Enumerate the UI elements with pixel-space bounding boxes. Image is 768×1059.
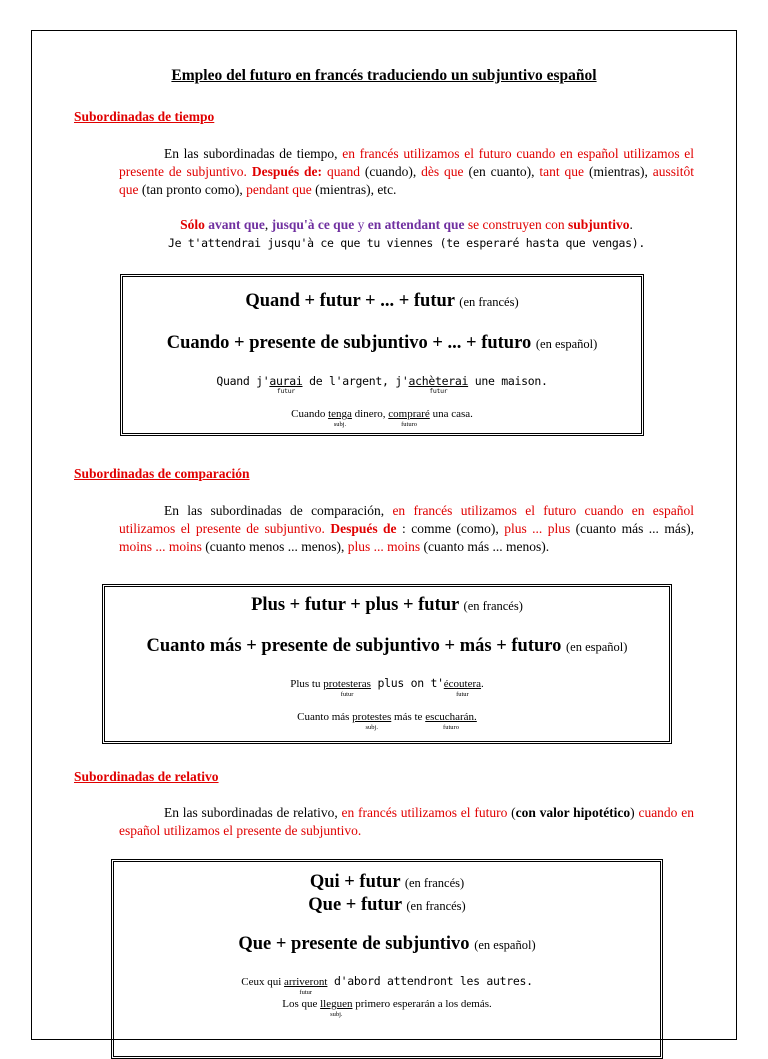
paragraph-relativo: En las subordinadas de relativo, en francés utilizamos el futuro (con valor hipotético) cuando en español utilizamos el presente de subjuntivo.: [119, 805, 694, 838]
rule-box-comparacion: [102, 584, 672, 744]
example-french: Quand j'aurai futur de l'argent, j'achèterai futur une maison.: [216, 374, 548, 395]
rule-box-tiempo: [120, 274, 644, 436]
rule-spanish: Que + presente de subjuntivo (en español): [238, 934, 536, 954]
paragraph-comparacion: En las subordinadas de comparación, en francés utilizamos el futuro cuando en español utilizamos el presente de subjuntivo. Después de : comme (como), plus ... plus (cuanto más ... más), moins ... moins (cuanto menos ... menos), plus ... moins (cuanto más ... menos).: [119, 503, 695, 554]
rule-spanish: Cuando + presente de subjuntivo + ... + futuro (en español): [166, 333, 598, 353]
rule-french: Quand + futur + ... + futur (en francés): [245, 291, 519, 311]
document-page: [31, 30, 737, 1040]
heading-tiempo: Subordinadas de tiempo: [74, 109, 215, 124]
page-title: Empleo del futuro en francés traduciendo un subjuntivo español: [171, 67, 597, 84]
rule-french-que: Que + futur (en francés): [308, 895, 466, 915]
note-tiempo: Sólo avant que, jusqu'à ce que y en attendant que se construyen con subjuntivo. Je t'attendrai jusqu'à ce que tu viennes (te esperaré hasta que vengas).: [119, 216, 694, 252]
example-french: Plus tu protesteras futur plus on t'écoutera futur .: [290, 676, 484, 698]
paragraph-tiempo: En las subordinadas de tiempo, en francés utilizamos el futuro cuando en español utilizamos el presente de subjuntivo. Después de: quand (cuando), dès que (en cuanto), tant que (mientras), aussitôt que (tan pronto como), pendant que (mientras), etc.: [119, 146, 695, 197]
heading-comparacion: Subordinadas de comparación: [74, 466, 250, 481]
example-french: Ceux qui arriveront futur d'abord attendront les autres.: [241, 974, 533, 996]
example-sentence-tiempo: Je t'attendrai jusqu'à ce que tu viennes (te esperaré hasta que vengas).: [168, 236, 645, 250]
rule-french-qui: Qui + futur (en francés): [309, 872, 465, 892]
example-spanish: Los que lleguen subj. primero esperarán a los demás.: [282, 998, 492, 1018]
rule-box-relativo: [111, 859, 663, 1059]
heading-relativo: Subordinadas de relativo: [74, 769, 219, 784]
rule-french: Plus + futur + plus + futur (en francés): [251, 595, 523, 615]
example-spanish: Cuanto más protestes subj. más te escucharán. futuro: [297, 711, 477, 731]
rule-spanish: Cuanto más + presente de subjuntivo + más + futuro (en español): [146, 636, 628, 656]
example-spanish: Cuando tenga subj. dinero, compraré futuro una casa.: [291, 408, 473, 428]
